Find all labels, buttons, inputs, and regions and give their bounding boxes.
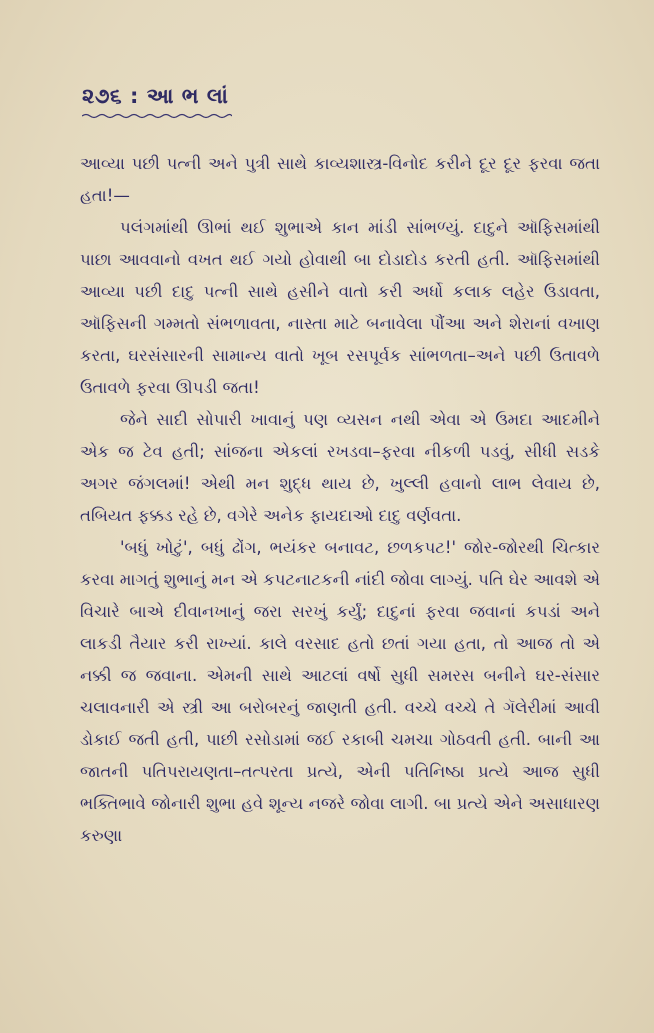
paragraph-1: આવ્યા પછી પત્ની અને પુત્રી સાથે કાવ્યશાસ્ત્ર-વિનોદ કરીને દૂર દૂર ફરવા જતા હતા!— [80,154,600,205]
paragraph-2: પલંગમાંથી ઊભાં થઈ શુભાએ કાન માંડી સાંભળ્યું. દાદુને ઑફિસમાંથી પાછા આવવાનો વખત થઈ ગયો હોવાથી બા દોડાદોડ કરતી હતી. ઑફિસમાંથી આવ્યા પછી દાદુ પત્ની સાથે હસીને વાતો કરી અર્ધો કલાક લહેર ઉડાવતા, ઑફિસની ગમ્મતો સંભળાવતા, નાસ્તા માટે બનાવેલા પૌંઆ અને શેરાનાં વખાણ કરતા, ઘરસંસારની સામાન્ય વાતો ખૂબ રસપૂર્વક સાંભળતા–અને પછી ઉતાવળે ઉતાવળે ફરવા ઊપડી જતા! [80,218,600,397]
paragraph-4: 'બધું ખોટું', બધું ઢોંગ, ભયંકર બનાવટ, છળકપટ!' જોર-જોરથી ચિત્કાર કરવા માગતું શુભાનું મન એ કપટનાટકની નાંદી જોવા લાગ્યું. પતિ ઘેર આવશે એ વિચારે બાએ દીવાનખાનું જરા સરખું કર્યું; દાદુનાં ફરવા જવાનાં કપડાં અને લાકડી તૈયાર કરી રાખ્યાં. કાલે વરસાદ હતો છતાં ગયા હતા, તો આજ તો એ નક્કી જ જવાના. એમની સાથે આટલાં વર્ષો સુધી સમરસ બનીને ઘર-સંસાર ચલાવનારી એ સ્ત્રી આ બરોબરનું જાણતી હતી. વચ્ચે વચ્ચે તે ગૅલેરીમાં આવી ડોકાઈ જતી હતી, પાછી રસોડામાં જઈ રકાબી ચમચા ગોઠવતી હતી. બાની આ જાતની પતિપરાયણતા–તત્પરતા પ્રત્યે, એની પતિનિષ્ઠા પ્રત્યે આજ સુધી ભક્તિભાવે જોનારી શુભા હવે શૂન્ય નજરે જોવા લાગી. બા પ્રત્યે એને અસાધારણ કરુણા [80,538,600,845]
page-header: ૨૭૬ : આ ભ લાં [82,84,229,108]
header-underline [82,113,232,119]
paragraph-3: જેને સાદી સોપારી ખાવાનું પણ વ્યસન નથી એવા એ ઉમદા આદમીને એક જ ટેવ હતી; સાંજના એકલાં રખડવા–ફરવા નીકળી પડવું, સીધી સડકે અગર જંગલમાં! એથી મન શુદ્ધ થાય છે, ખુલ્લી હવાનો લાભ લેવાય છે, તબિયત ફક્કડ રહે છે, વગેરે અનેક ફાયદાઓ દાદુ વર્ણવતા. [80,410,600,525]
body-text [80,148,600,852]
